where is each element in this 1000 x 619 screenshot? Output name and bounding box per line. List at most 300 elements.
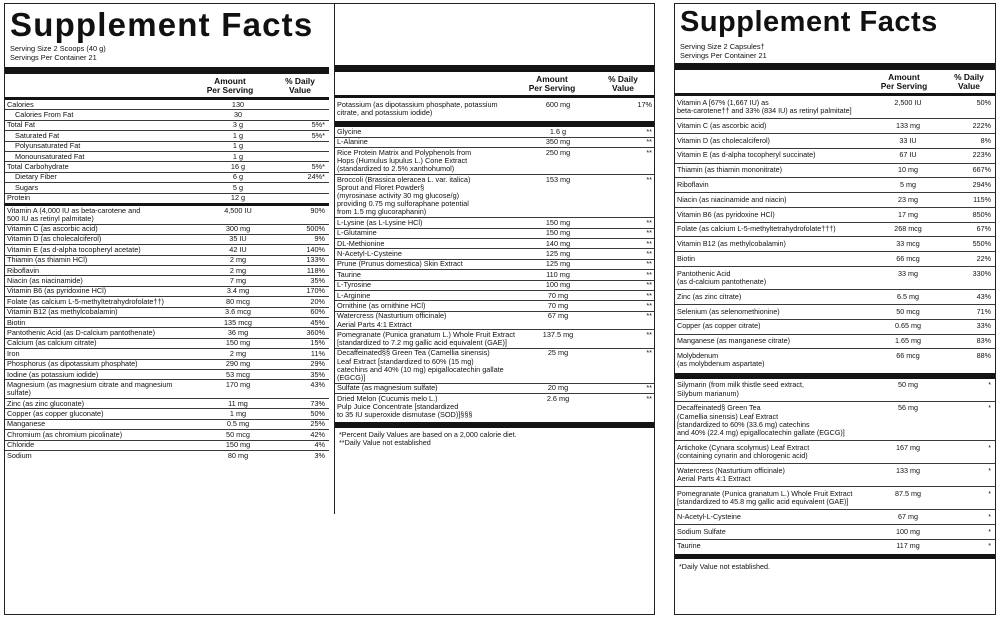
nutrient-name: Niacin (as niacinamide and niacin) xyxy=(677,194,787,204)
nutrient-amount: 150 mg xyxy=(545,228,571,238)
nutrient-name: Total Carbohydrate xyxy=(7,161,69,171)
nutrient-name: Watercress (Nasturtium officinale) Aerial Parts 4:1 Extract xyxy=(337,311,447,329)
nutrient-amount: 250 mg xyxy=(545,147,571,157)
nutrient-name: Copper (as copper gluconate) xyxy=(7,408,104,418)
nutrient-name: Pomegranate (Punica granatum L.) Whole Fruit Extract [standardized to 45.8 mg gallic acid equivalent (GAE)] xyxy=(677,488,853,507)
nutrient-dv: ** xyxy=(646,393,652,403)
table-row xyxy=(335,174,655,217)
nutrient-dv: 43% xyxy=(976,291,991,301)
nutrient-amount: 12 g xyxy=(230,193,246,203)
nutrient-amount: 33 mg xyxy=(898,268,918,278)
nutrient-amount: 56 mg xyxy=(898,403,918,413)
nutrient-name: Magnesium (as magnesium citrate and magnesium sulfate) xyxy=(7,379,173,398)
nutrient-dv: * xyxy=(988,403,991,413)
table-row xyxy=(5,348,329,358)
table-row xyxy=(335,127,655,136)
nutrient-dv: * xyxy=(988,465,991,475)
nutrient-name: L-Tyrosine xyxy=(337,280,372,290)
dv-column-header: % Daily Value xyxy=(954,72,984,91)
serving-size: Serving Size 2 Scoops (40 g) xyxy=(10,44,106,53)
nutrient-name: Thiamin (as thiamin mononitrate) xyxy=(677,165,783,175)
nutrient-name: Artichoke (Cynara scolymus) Leaf Extract (containing cynarin and chlorogenic acid) xyxy=(677,442,810,461)
nutrient-dv: ** xyxy=(646,300,652,310)
table-row xyxy=(335,217,655,227)
nutrient-amount: 137.5 mg xyxy=(542,329,574,339)
nutrient-dv: 170% xyxy=(306,286,325,296)
nutrient-amount: 110 mg xyxy=(546,269,570,279)
nutrient-dv: 71% xyxy=(976,306,991,316)
nutrient-name: N-Acetyl-L-Cysteine xyxy=(677,511,741,521)
nutrient-name: Vitamin E (as d-alpha tocopheryl succinate) xyxy=(677,150,816,160)
nutrient-dv: 29% xyxy=(310,359,325,369)
nutrient-dv: * xyxy=(988,511,991,521)
table-row xyxy=(675,348,995,371)
dv-column-header: % Daily Value xyxy=(608,74,638,93)
table-row xyxy=(335,238,655,248)
column-header xyxy=(335,72,655,95)
nutrient-name: Biotin xyxy=(677,253,695,263)
table-row xyxy=(5,307,329,317)
nutrient-name: Riboflavin xyxy=(7,265,40,275)
nutrient-name: Vitamin B12 (as methylcobalamin) xyxy=(7,307,118,317)
nutrient-amount: 300 mg xyxy=(225,224,251,234)
nutrient-name: Manganese xyxy=(7,419,46,429)
nutrient-name: L-Arginine xyxy=(337,290,371,300)
nutrient-amount: 11 mg xyxy=(228,398,248,408)
table-row xyxy=(335,269,655,279)
nutrient-name: Watercress (Nasturtium officinale) Aerial Parts 4:1 Extract xyxy=(677,465,785,484)
table-row xyxy=(5,429,329,439)
table-row xyxy=(5,120,329,130)
nutrient-amount: 30 xyxy=(233,109,243,119)
nutrient-name: Phosphorus (as dipotassium phosphate) xyxy=(7,359,138,369)
nutrient-dv: 330% xyxy=(972,268,991,278)
table-row xyxy=(675,236,995,251)
nutrient-amount: 2 mg xyxy=(229,348,247,358)
nutrient-dv: 3% xyxy=(314,450,325,460)
nutrient-amount: 150 mg xyxy=(225,338,251,348)
table-row xyxy=(5,408,329,418)
nutrient-name: Ornithine (as ornithine HCl) xyxy=(337,300,426,310)
table-row xyxy=(5,244,329,254)
nutrient-name: Vitamin B6 (as pyridoxine HCl) xyxy=(7,286,107,296)
nutrient-name: L-Alanine xyxy=(337,137,368,147)
nutrient-name: Protein xyxy=(7,193,31,203)
nutrient-dv: 35% xyxy=(310,369,325,379)
table-row xyxy=(5,327,329,337)
table-row xyxy=(5,151,329,161)
nutrient-dv: 5%* xyxy=(311,120,325,130)
amount-column-header: Amount Per Serving xyxy=(880,72,928,91)
nutrient-amount: 150 mg xyxy=(225,440,251,450)
nutrient-amount: 133 mg xyxy=(896,120,920,130)
nutrient-dv: ** xyxy=(646,248,652,258)
nutrient-amount: 70 mg xyxy=(547,300,569,310)
table-row xyxy=(675,222,995,237)
nutrient-name: Thiamin (as thiamin HCl) xyxy=(7,255,88,265)
nutrient-amount: 2.6 mg xyxy=(546,393,570,403)
nutrient-name: Saturated Fat xyxy=(15,130,60,140)
nutrient-amount: 125 mg xyxy=(545,248,571,258)
nutrient-dv: ** xyxy=(646,217,652,227)
nutrient-name: Vitamin A [67% (1,667 IU) as beta-carotene†† and 33% (834 IU) as retinyl palmitate] xyxy=(677,97,852,116)
nutrient-dv: 33% xyxy=(976,321,991,331)
nutrient-name: Decaffeinated§ Green Tea (Camellia sinensis) Leaf Extract [standardized to 60% (33.6 mg) catechins and 40% (22.4 mg) epigallocatechin gallate (EGCG)] xyxy=(677,403,845,438)
nutrient-name: Sodium Sulfate xyxy=(677,526,726,536)
table-row xyxy=(5,109,329,119)
nutrient-dv: 60% xyxy=(310,307,325,317)
nutrient-dv: 500% xyxy=(306,224,325,234)
nutrient-name: L-Glutamine xyxy=(337,228,377,238)
supplement-facts-label-right xyxy=(674,3,996,615)
nutrient-dv: 140% xyxy=(306,244,325,254)
nutrient-dv: 20% xyxy=(310,296,325,306)
nutrient-amount: 1 g xyxy=(232,130,244,140)
nutrient-amount: 67 mg xyxy=(547,311,569,321)
nutrient-dv: ** xyxy=(646,174,652,184)
nutrient-name: Copper (as copper citrate) xyxy=(677,321,761,331)
nutrient-name: Vitamin B6 (as pyridoxine HCl) xyxy=(677,209,775,219)
nutrient-name: Vitamin C (as ascorbic acid) xyxy=(7,224,98,234)
table-row xyxy=(5,275,329,285)
nutrient-amount: 133 mg xyxy=(896,465,920,475)
nutrient-amount: 6.5 mg xyxy=(897,291,919,301)
nutrient-amount: 33 IU xyxy=(899,135,917,145)
nutrient-name: Calories xyxy=(7,99,34,109)
nutrient-name: Vitamin D (as cholecalciferol) xyxy=(7,234,102,244)
nutrient-name: Monounsaturated Fat xyxy=(15,151,85,161)
nutrient-name: Vitamin D (as cholecalciferol) xyxy=(677,135,770,145)
table-row xyxy=(675,379,995,401)
nutrient-name: DL-Methionine xyxy=(337,238,385,248)
nutrient-amount: 150 mg xyxy=(545,217,571,227)
nutrient-dv: 360% xyxy=(306,328,325,337)
nutrient-dv: 73% xyxy=(310,398,325,408)
table-row xyxy=(675,289,995,304)
nutrient-amount: 117 mg xyxy=(896,541,920,551)
nutrient-name: Vitamin A (4,000 IU as beta-carotene and 500 IU as retinyl palmitate) xyxy=(7,205,141,223)
nutrient-name: Manganese (as manganese citrate) xyxy=(677,336,791,346)
nutrient-amount: 80 mg xyxy=(227,450,249,460)
nutrient-name: Taurine xyxy=(677,541,701,551)
nutrient-dv: * xyxy=(988,380,991,390)
table-row xyxy=(5,359,329,369)
table-row xyxy=(5,141,329,151)
table-row xyxy=(675,401,995,441)
table-row xyxy=(5,161,329,171)
nutrient-dv: 45% xyxy=(310,317,325,327)
nutrient-amount: 290 mg xyxy=(225,359,251,369)
table-row xyxy=(335,98,655,121)
nutrient-name: Total Fat xyxy=(7,120,35,130)
heavy-rule xyxy=(5,67,329,74)
servings-per-container: Servings Per Container 21 xyxy=(680,51,767,60)
nutrient-amount: 4,500 IU xyxy=(224,205,252,215)
nutrient-dv: 17% xyxy=(637,100,652,109)
table-row xyxy=(5,130,329,140)
nutrient-name: L-Lysine (as L-Lysine HCl) xyxy=(337,217,423,227)
nutrient-dv: 133% xyxy=(306,255,325,265)
nutrient-dv: 118% xyxy=(306,265,325,275)
nutrient-name: Iodine (as potassium iodide) xyxy=(7,369,99,379)
nutrient-name: Rice Protein Matrix and Polyphenols from Hops (Humulus lupulus L.) Cone Extract (standardized to 2.5% xanthohumol) xyxy=(337,147,472,174)
nutrient-amount: 1.6 g xyxy=(549,127,567,136)
nutrient-amount: 135 mcg xyxy=(224,317,252,327)
table-row xyxy=(335,137,655,147)
nutrient-amount: 350 mg xyxy=(545,137,571,147)
nutrient-name: Glycine xyxy=(337,127,362,136)
footnote-dv-not-established: **Daily Value not established xyxy=(339,438,431,448)
table-row xyxy=(675,96,995,118)
heavy-rule xyxy=(675,554,995,559)
nutrient-amount: 0.5 mg xyxy=(226,419,250,429)
nutrient-dv: 667% xyxy=(972,165,991,175)
column-header xyxy=(5,74,329,97)
table-row xyxy=(5,100,329,109)
label-title: Supplement Facts xyxy=(680,6,938,38)
nutrient-dv: 850% xyxy=(972,209,991,219)
nutrient-amount: 33 mcg xyxy=(896,239,920,249)
nutrient-name: Molybdenum (as molybdenum aspartate) xyxy=(677,351,765,369)
nutrient-amount: 1 g xyxy=(232,151,244,161)
nutrient-dv: 223% xyxy=(972,150,991,160)
nutrient-amount: 35 IU xyxy=(229,234,247,244)
nutrient-dv: 50% xyxy=(310,408,325,418)
nutrient-amount: 25 mg xyxy=(547,348,569,358)
table-row xyxy=(5,419,329,429)
nutrient-amount: 7 mg xyxy=(229,276,247,286)
nutrient-amount: 50 mcg xyxy=(226,429,250,439)
nutrient-dv: 115% xyxy=(973,194,991,204)
nutrient-name: Polyunsaturated Fat xyxy=(15,141,81,151)
nutrient-dv: 5%* xyxy=(311,130,325,140)
table-row xyxy=(5,450,329,460)
nutrient-name: Selenium (as selenomethionine) xyxy=(677,306,780,316)
nutrient-amount: 80 mcg xyxy=(226,296,250,306)
table-row xyxy=(5,338,329,348)
table-row xyxy=(675,463,995,486)
ingredient-list xyxy=(675,379,995,554)
nutrient-amount: 167 mg xyxy=(896,442,920,452)
nutrient-dv: 83% xyxy=(976,336,991,346)
footnote-dv-not-established: *Daily Value not established. xyxy=(679,562,770,572)
table-row xyxy=(5,379,329,398)
table-row xyxy=(675,539,995,554)
table-row xyxy=(335,329,655,348)
nutrient-amount: 6 g xyxy=(232,172,244,182)
nutrient-name: Sugars xyxy=(15,182,39,192)
nutrient-amount: 20 mg xyxy=(547,383,569,393)
nutrient-name: Biotin xyxy=(7,317,26,327)
amount-column-header: Amount Per Serving xyxy=(206,76,254,95)
nutrient-name: Dried Melon (Cucumis melo L.) Pulp Juice Concentrate [standardized to 35 IU superoxide dismutase (SOD)]§§§ xyxy=(337,393,473,420)
nutrient-name: Niacin (as niacinamide) xyxy=(7,276,83,286)
nutrient-name: Iron xyxy=(7,348,20,358)
table-row xyxy=(675,192,995,207)
table-row xyxy=(5,369,329,379)
nutrient-name: Pomegranate (Punica granatum L.) Whole Fruit Extract [standardized to 7.2 mg gallic acid equivalent (GAE)] xyxy=(337,329,516,348)
nutrient-amount: 3.4 mg xyxy=(226,286,250,296)
nutrient-amount: 170 mg xyxy=(225,379,251,389)
table-row xyxy=(5,296,329,306)
nutrient-name: Broccoli (Brassica oleracea L. var. italica) Sprout and Floret Powder§ (myrosinase activity 30 mg glucose/g) providing 0.75 mg sulforaphane potential from 1.5 mg glucoraphanin) xyxy=(337,174,471,217)
column-header xyxy=(675,70,995,93)
nutrient-dv: ** xyxy=(646,311,652,321)
table-row xyxy=(675,319,995,334)
table-row xyxy=(675,177,995,192)
nutrient-dv: ** xyxy=(646,259,652,269)
table-row xyxy=(5,440,329,450)
table-row xyxy=(675,440,995,463)
nutrient-dv: ** xyxy=(646,137,652,147)
nutrient-name: Zinc (as zinc citrate) xyxy=(677,291,742,301)
nutrient-amount: 0.65 mg xyxy=(895,321,921,331)
nutrient-dv: ** xyxy=(646,127,652,136)
nutrient-amount: 100 mg xyxy=(545,280,571,290)
nutrient-amount: 2,500 IU xyxy=(894,97,922,107)
table-row xyxy=(675,207,995,222)
nutrient-amount: 10 mg xyxy=(898,165,918,175)
nutrient-amount: 3.6 mcg xyxy=(225,307,251,317)
nutrient-amount: 16 g xyxy=(230,161,246,171)
table-row xyxy=(5,255,329,265)
table-row xyxy=(335,348,655,383)
nutrient-amount: 67 mg xyxy=(898,511,918,521)
table-row xyxy=(5,203,329,224)
nutrient-dv: 88% xyxy=(976,351,991,360)
nutrient-dv: 9% xyxy=(314,234,325,244)
table-row xyxy=(675,486,995,509)
ingredient-list xyxy=(335,127,655,420)
nutrient-amount: 67 IU xyxy=(899,150,917,160)
nutrient-dv: 35% xyxy=(310,276,325,286)
nutrient-name: Dietary Fiber xyxy=(15,172,57,182)
nutrient-dv: 5%* xyxy=(311,161,325,171)
nutrient-name: Zinc (as zinc gluconate) xyxy=(7,398,85,408)
supplement-facts-label-left xyxy=(4,3,655,615)
nutrient-name: Folate (as calcium L-5-methyltetrahydrofolate†††) xyxy=(677,224,836,234)
table-row xyxy=(335,228,655,238)
nutrient-dv: ** xyxy=(646,269,652,279)
nutrient-name: Calories From Fat xyxy=(15,109,74,119)
table-row xyxy=(675,304,995,319)
nutrient-amount: 36 mg xyxy=(227,328,249,337)
nutrient-amount: 3 g xyxy=(232,120,244,130)
nutrient-dv: * xyxy=(988,442,991,452)
nutrient-name: Pantothenic Acid (as d-calcium pantothenate) xyxy=(677,268,767,287)
nutrient-list xyxy=(5,100,329,460)
nutrient-name: Taurine xyxy=(337,269,361,279)
nutrient-name: Folate (as calcium L-5-methyltetrahydrofolate††) xyxy=(7,296,164,306)
nutrient-dv: ** xyxy=(646,329,652,339)
table-row xyxy=(5,398,329,408)
nutrient-name: Decaffeinated§§ Green Tea (Camellia sinensis) Leaf Extract [standardized to 60% (15 mg) catechins and 40% (10 mg) epigallocatechin gallate (EGCG)] xyxy=(337,348,504,383)
nutrient-name: Prune (Prunus domestica) Skin Extract xyxy=(337,259,463,269)
table-row xyxy=(5,265,329,275)
nutrient-name: Chloride xyxy=(7,440,35,450)
nutrient-dv: * xyxy=(988,541,991,551)
left-label-column-1 xyxy=(5,4,329,460)
nutrient-amount: 53 mcg xyxy=(226,369,250,379)
nutrient-dv: * xyxy=(988,526,991,536)
nutrient-dv: 4% xyxy=(314,440,325,450)
servings-per-container: Servings Per Container 21 xyxy=(10,53,97,62)
nutrient-dv: ** xyxy=(646,290,652,300)
nutrient-name: Pantothenic Acid (as D-calcium pantothenate) xyxy=(7,328,156,337)
nutrient-dv: 550% xyxy=(972,239,991,249)
nutrient-name: Chromium (as chromium picolinate) xyxy=(7,429,123,439)
nutrient-dv: ** xyxy=(646,280,652,290)
nutrient-amount: 140 mg xyxy=(545,238,571,248)
nutrient-amount: 1 mg xyxy=(229,408,247,418)
table-row xyxy=(675,133,995,148)
table-row xyxy=(335,280,655,290)
nutrient-amount: 5 mg xyxy=(900,180,916,189)
nutrient-amount: 23 mg xyxy=(898,194,918,204)
nutrient-dv: 22% xyxy=(976,253,991,263)
nutrient-name: Potassium (as dipotassium phosphate, potassium citrate, and potassium iodide) xyxy=(337,100,498,118)
table-row xyxy=(5,286,329,296)
nutrient-dv: 43% xyxy=(310,379,325,389)
table-row xyxy=(335,290,655,300)
nutrient-dv: ** xyxy=(646,147,652,157)
serving-size: Serving Size 2 Capsules† xyxy=(680,42,765,51)
nutrient-amount: 2 mg xyxy=(229,255,247,265)
nutrient-dv: 67% xyxy=(976,224,991,234)
table-row xyxy=(335,393,655,420)
nutrient-name: Riboflavin xyxy=(677,180,709,189)
heavy-rule xyxy=(675,63,995,70)
nutrient-name: Vitamin B12 (as methylcobalamin) xyxy=(677,239,786,249)
nutrient-name: Vitamin C (as ascorbic acid) xyxy=(677,120,767,130)
nutrient-name: Sulfate (as magnesium sulfate) xyxy=(337,383,438,393)
footnote-dv-basis: *Percent Daily Values are based on a 2,000 calorie diet. xyxy=(339,430,517,440)
nutrient-amount: 50 mg xyxy=(898,380,918,390)
nutrient-name: Calcium (as calcium citrate) xyxy=(7,338,97,348)
heavy-rule xyxy=(335,65,655,72)
table-row xyxy=(5,234,329,244)
nutrient-dv: 222% xyxy=(972,120,991,130)
nutrient-name: Silymarin (from milk thistle seed extract, Silybum marianum) xyxy=(677,380,805,398)
nutrient-amount: 2 mg xyxy=(229,265,247,275)
dv-column-header: % Daily Value xyxy=(285,76,315,95)
table-row xyxy=(675,251,995,266)
table-row xyxy=(335,311,655,330)
table-row xyxy=(5,317,329,327)
nutrient-dv: 50% xyxy=(976,97,991,107)
nutrient-dv: 294% xyxy=(972,180,991,189)
nutrient-amount: 70 mg xyxy=(547,290,569,300)
nutrient-amount: 66 mcg xyxy=(896,351,920,360)
nutrient-dv: 11% xyxy=(310,348,325,358)
nutrient-list xyxy=(675,96,995,372)
nutrient-dv: 42% xyxy=(310,429,325,439)
nutrient-dv: ** xyxy=(646,383,652,393)
nutrient-name: Sodium xyxy=(7,450,32,460)
heavy-rule xyxy=(335,422,655,428)
nutrient-amount: 600 mg xyxy=(545,100,571,109)
table-row xyxy=(675,118,995,133)
table-row xyxy=(675,509,995,524)
nutrient-name: Vitamin E (as d-alpha tocopheryl acetate) xyxy=(7,244,141,254)
nutrient-amount: 1.65 mg xyxy=(895,336,921,346)
nutrient-dv: 25% xyxy=(310,419,325,429)
nutrient-dv: ** xyxy=(646,228,652,238)
nutrient-amount: 42 IU xyxy=(229,244,247,254)
table-row xyxy=(335,248,655,258)
table-row xyxy=(335,147,655,174)
nutrient-amount: 66 mcg xyxy=(896,253,920,263)
